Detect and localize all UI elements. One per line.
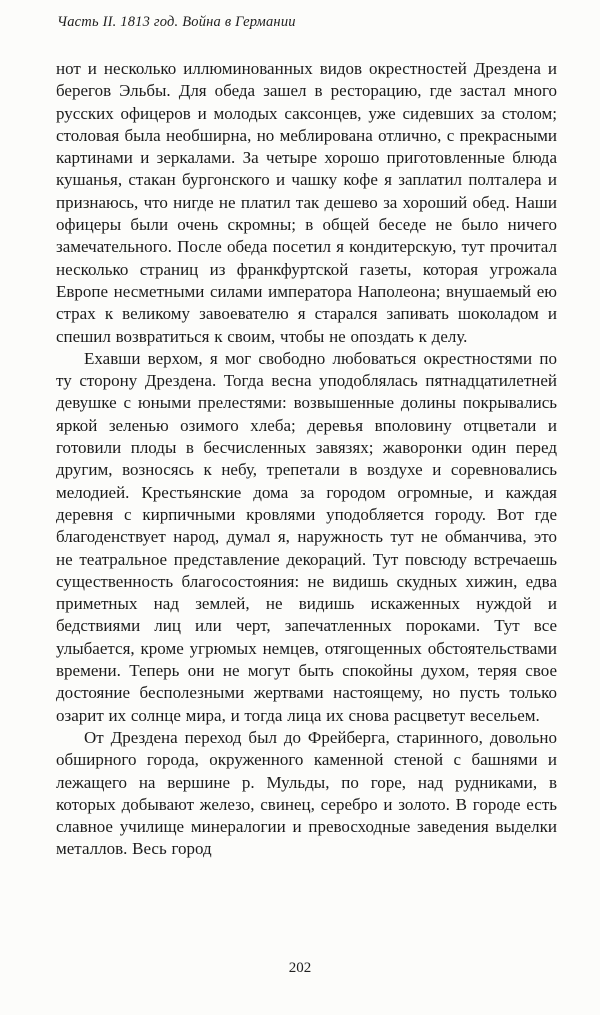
page-body [56, 58, 557, 861]
paragraph-continuation: нот и несколько иллюминованных видов окрестностей Дрездена и берегов Эльбы. Для обеда зашел в ресторацию, где застал много русских офицеров и молодых саксонцев, уже сидевших за столом; столовая была необширна, но меблирована отлично, с прекрасными картинами и зеркалами. За четыре хорошо приготовленные блюда кушанья, стакан бургонского и чашку кофе я заплатил полталера и признаюсь, что нигде не платил так дешево за хороший обед. Наши офицеры были очень скромны; в общей беседе не было ничего замечательного. После обеда посетил я кондитерскую, тут прочитал несколько страниц из франкфуртской газеты, которая угрожала Европе несметными силами императора Наполеона; внушаемый ею страх к великому завоевателю я старался запивать шоколадом и спешил возвратиться к своим, чтобы не опоздать к делу. [56, 59, 557, 346]
page-number: 202 [288, 960, 312, 976]
paragraph: От Дрездена переход был до Фрейберга, старинного, довольно обширного города, окруженного каменной стеной с башнями и лежащего на вершине р. Мульды, по горе, над рудниками, в которых добывают железо, свинец, серебро и золото. В городе есть славное училище минералогии и превосходные заведения выделки металлов. Весь город [56, 727, 557, 859]
running-header: Часть II. 1813 год. Война в Германии [57, 14, 296, 30]
paragraph: Ехавши верхом, я мог свободно любоваться окрестностями по ту сторону Дрездена. Тогда весна уподоблялась пятнадцатилетней девушке с юными прелестями: возвышенные долины покрывались яркой зеленью озимого хлеба; деревья вполовину отцветали и готовили плоды в бесчисленных завязях; жаворонки один перед другим, возносясь к небу, трепетали в воздухе и соревновались мелодией. Крестьянские дома за городом огромные, и каждая деревня с кирпичными кровлями уподобляется городу. Вот где благоденствует народ, думал я, наружность тут не обманчива, это не театральное представление декораций. Тут повсюду встречаешь существенность благосостояния: не видишь скудных хижин, едва приметных над землей, не видишь искаженных нуждой и бедствиями лиц или черт, запечатленных пороками. Тут все улыбается, кроме угрюмых немцев, отягощенных обстоятельствами времени. Теперь они не могут быть спокойны духом, теряя свое достояние бесполезными жертвами настоящему, но пусть только озарит их солнце мира, и тогда лица их снова расцветут весельем. [56, 348, 557, 725]
